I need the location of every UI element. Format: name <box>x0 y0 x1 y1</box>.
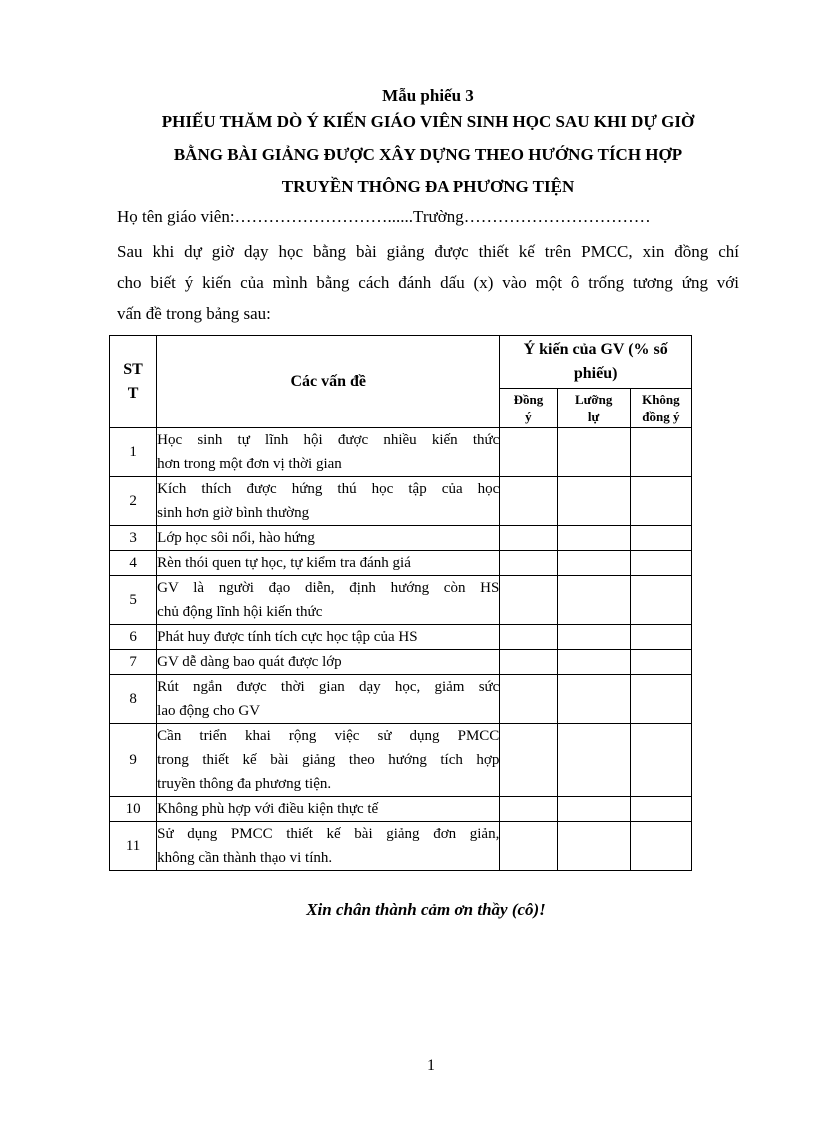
row-number: 3 <box>110 526 157 551</box>
issue-cell <box>157 724 500 797</box>
disagree-checkbox-cell[interactable] <box>630 551 691 576</box>
column-header-issues: Các vấn đề <box>157 336 500 428</box>
stt-header-line: ST <box>123 360 143 378</box>
table-row <box>110 797 692 822</box>
disagree-checkbox-cell[interactable] <box>630 625 691 650</box>
issue-cell <box>157 526 500 551</box>
issue-cell <box>157 625 500 650</box>
disagree-checkbox-cell[interactable] <box>630 724 691 797</box>
row-number: 6 <box>110 625 157 650</box>
respondent-line: Họ tên giáo viên:………………………......Trường…………………………… <box>117 207 651 226</box>
issue-cell <box>157 551 500 576</box>
closing-thanks: Xin chân thành cảm ơn thầy (cô)! <box>306 900 546 919</box>
agree-checkbox-cell[interactable] <box>500 526 557 551</box>
undecided-checkbox-cell[interactable] <box>557 428 630 477</box>
agree-checkbox-cell[interactable] <box>500 477 557 526</box>
disagree-checkbox-cell[interactable] <box>630 797 691 822</box>
disagree-checkbox-cell[interactable] <box>630 650 691 675</box>
disagree-checkbox-cell[interactable] <box>630 428 691 477</box>
row-number: 2 <box>110 477 157 526</box>
table-row <box>110 724 692 797</box>
issue-text-line: không cần thành thạo vi tính. <box>157 850 333 866</box>
table-row <box>110 625 692 650</box>
disagree-checkbox-cell[interactable] <box>630 526 691 551</box>
issue-text-line: Lớp học sôi nổi, hào hứng <box>157 530 315 546</box>
issue-cell <box>157 477 500 526</box>
title-line-3: TRUYỀN THÔNG ĐA PHƯƠNG TIỆN <box>281 177 575 196</box>
agree-checkbox-cell[interactable] <box>500 675 557 724</box>
issue-text-line: sinh hơn giờ bình thường <box>157 505 310 521</box>
stt-header-line: T <box>127 384 139 402</box>
undecided-checkbox-cell[interactable] <box>557 551 630 576</box>
column-header-agree <box>500 389 557 428</box>
page-number: 1 <box>427 1057 435 1074</box>
issue-text-line: lao động cho GV <box>157 703 261 719</box>
issue-text-line: Sử dụng PMCC thiết kế bài giảng đơn giản, <box>157 826 500 842</box>
disagree-checkbox-cell[interactable] <box>630 477 691 526</box>
issue-text-line: Rèn thói quen tự học, tự kiểm tra đánh giá <box>157 555 411 571</box>
issue-cell <box>157 650 500 675</box>
column-header-stt <box>110 336 157 428</box>
issue-cell <box>157 428 500 477</box>
undecided-label: Lưỡng <box>574 392 613 407</box>
undecided-checkbox-cell[interactable] <box>557 675 630 724</box>
form-number: Mẫu phiếu 3 <box>382 86 474 105</box>
column-header-disagree <box>630 389 691 428</box>
issue-text-line: trong thiết kế bài giảng theo hướng tích hợp <box>157 752 500 768</box>
row-number: 11 <box>110 822 157 871</box>
agree-checkbox-cell[interactable] <box>500 551 557 576</box>
issue-cell <box>157 797 500 822</box>
undecided-checkbox-cell[interactable] <box>557 650 630 675</box>
row-number: 1 <box>110 428 157 477</box>
agree-checkbox-cell[interactable] <box>500 428 557 477</box>
agree-checkbox-cell[interactable] <box>500 625 557 650</box>
issue-text-line: Không phù hợp với điều kiện thực tế <box>157 801 379 817</box>
instructions-paragraph <box>117 236 739 329</box>
instructions-line: vấn đề trong bảng sau: <box>117 304 271 323</box>
table-row <box>110 526 692 551</box>
undecided-checkbox-cell[interactable] <box>557 477 630 526</box>
issue-text-line: hơn trong một đơn vị thời gian <box>157 456 342 472</box>
issue-text-line: GV dễ dàng bao quát được lớp <box>157 654 342 670</box>
disagree-checkbox-cell[interactable] <box>630 576 691 625</box>
issue-text-line: Học sinh tự lĩnh hội được nhiều kiến thức <box>157 432 500 448</box>
row-number: 7 <box>110 650 157 675</box>
undecided-label: lự <box>587 409 600 424</box>
table-row <box>110 576 692 625</box>
undecided-checkbox-cell[interactable] <box>557 724 630 797</box>
issue-text-line: Kích thích được hứng thú học tập của học <box>157 481 500 497</box>
undecided-checkbox-cell[interactable] <box>557 576 630 625</box>
agree-checkbox-cell[interactable] <box>500 797 557 822</box>
title-line-2: BẰNG BÀI GIẢNG ĐƯỢC XÂY DỰNG THEO HƯỚNG TÍCH HỢP <box>173 145 683 164</box>
issue-text-line: Cần triển khai rộng việc sử dụng PMCC <box>157 728 500 744</box>
agree-checkbox-cell[interactable] <box>500 576 557 625</box>
undecided-checkbox-cell[interactable] <box>557 822 630 871</box>
instructions-line: Sau khi dự giờ dạy học bằng bài giảng được thiết kế trên PMCC, xin đồng chí <box>117 242 739 261</box>
row-number: 8 <box>110 675 157 724</box>
undecided-checkbox-cell[interactable] <box>557 526 630 551</box>
column-header-opinion: Ý kiến của GV (% số phiếu) <box>500 336 692 389</box>
table-row <box>110 551 692 576</box>
issue-text-line: GV là người đạo diễn, định hướng còn HS <box>157 580 500 596</box>
instructions-line: cho biết ý kiến của mình bằng cách đánh dấu (x) vào một ô trống tương ứng với <box>117 273 739 292</box>
issue-text-line: truyền thông đa phương tiện. <box>157 776 332 792</box>
table-row <box>110 428 692 477</box>
issue-cell <box>157 576 500 625</box>
agree-checkbox-cell[interactable] <box>500 724 557 797</box>
row-number: 9 <box>110 724 157 797</box>
agree-checkbox-cell[interactable] <box>500 650 557 675</box>
agree-label: Đồng <box>513 392 544 407</box>
issue-cell <box>157 675 500 724</box>
issue-cell <box>157 822 500 871</box>
agree-label: ý <box>525 409 532 424</box>
table-row <box>110 675 692 724</box>
disagree-checkbox-cell[interactable] <box>630 675 691 724</box>
column-header-undecided <box>557 389 630 428</box>
survey-table-body <box>110 428 692 871</box>
issue-text-line: Phát huy được tính tích cực học tập của HS <box>157 629 418 645</box>
disagree-label: Không <box>642 392 680 407</box>
disagree-label: đồng ý <box>642 409 680 424</box>
undecided-checkbox-cell[interactable] <box>557 797 630 822</box>
row-number: 10 <box>110 797 157 822</box>
undecided-checkbox-cell[interactable] <box>557 625 630 650</box>
row-number: 5 <box>110 576 157 625</box>
agree-checkbox-cell[interactable] <box>500 822 557 871</box>
table-row <box>110 822 692 871</box>
issue-text-line: Rút ngắn được thời gian dạy học, giảm sức <box>157 679 500 695</box>
issue-text-line: chủ động lĩnh hội kiến thức <box>157 604 323 620</box>
survey-table <box>109 335 692 871</box>
row-number: 4 <box>110 551 157 576</box>
disagree-checkbox-cell[interactable] <box>630 822 691 871</box>
table-row <box>110 650 692 675</box>
table-row <box>110 477 692 526</box>
title-line-1: PHIẾU THĂM DÒ Ý KIẾN GIÁO VIÊN SINH HỌC SAU KHI DỰ GIỜ <box>161 112 695 131</box>
